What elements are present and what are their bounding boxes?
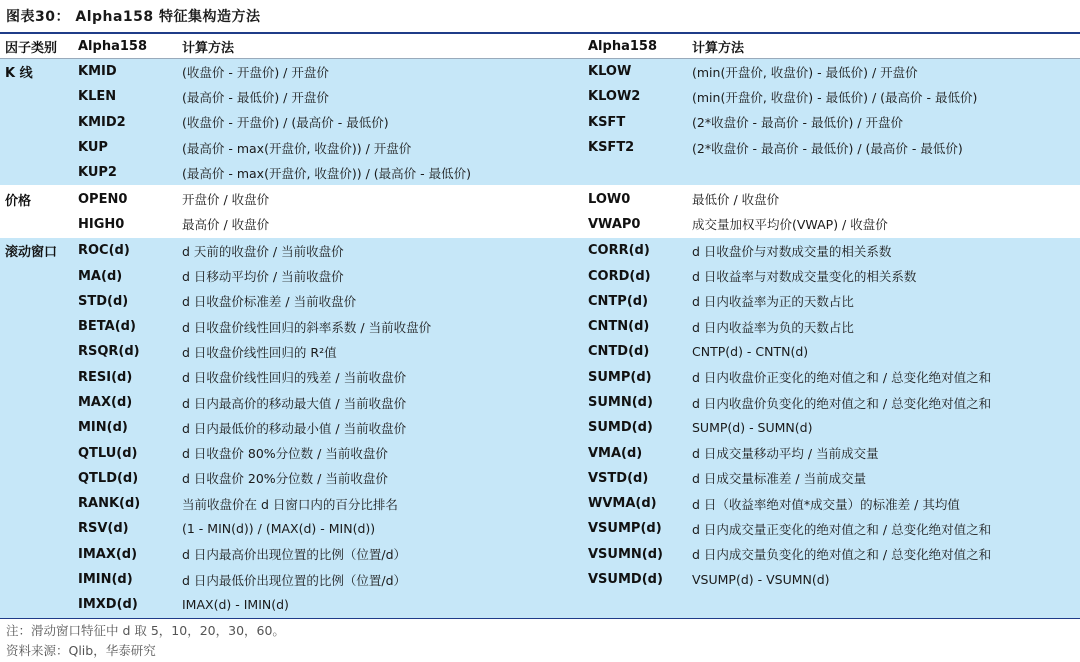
factor-name-right: VSTD(d) bbox=[588, 466, 692, 491]
factor-formula-right: VSUMP(d) - VSUMN(d) bbox=[692, 567, 1080, 592]
table-row bbox=[0, 238, 1080, 264]
factor-name-left: OPEN0 bbox=[78, 186, 182, 212]
category-cell bbox=[0, 135, 78, 160]
table-row bbox=[0, 440, 1080, 465]
category-cell bbox=[0, 592, 78, 617]
category-cell: 价格 bbox=[0, 186, 78, 212]
factor-name-left: IMXD(d) bbox=[78, 592, 182, 617]
category-cell bbox=[0, 516, 78, 541]
factor-formula-left: (1 - MIN(d)) / (MAX(d) - MIN(d)) bbox=[182, 516, 588, 541]
table-row bbox=[0, 339, 1080, 364]
table-row bbox=[0, 365, 1080, 390]
factor-name-left: KUP2 bbox=[78, 160, 182, 186]
factor-name-left: IMIN(d) bbox=[78, 567, 182, 592]
category-cell bbox=[0, 567, 78, 592]
category-cell bbox=[0, 160, 78, 186]
table-header-row bbox=[0, 34, 1080, 59]
factor-name-right: VWAP0 bbox=[588, 216, 641, 232]
factor-name-right: SUMD(d) bbox=[588, 415, 692, 440]
factor-name-left: RESI(d) bbox=[78, 365, 182, 390]
table-row bbox=[0, 84, 1080, 109]
table-row bbox=[0, 110, 1080, 135]
category-cell bbox=[0, 440, 78, 465]
table-row bbox=[0, 542, 1080, 567]
category-cell bbox=[0, 263, 78, 288]
factor-formula-left: d 日移动平均价 / 当前收盘价 bbox=[182, 263, 588, 288]
table-row bbox=[0, 160, 1080, 186]
factor-formula-left: d 日内最低价出现位置的比例（位置/d） bbox=[182, 567, 588, 592]
factor-name-right: VMA(d) bbox=[588, 440, 692, 465]
category-cell bbox=[0, 390, 78, 415]
category-cell bbox=[0, 542, 78, 567]
table-row bbox=[0, 135, 1080, 160]
factor-formula-left: 开盘价 / 收盘价 bbox=[182, 186, 588, 212]
factor-formula-right bbox=[692, 592, 1080, 617]
factor-formula-right bbox=[692, 160, 1080, 186]
factor-name-right: VSUMN(d) bbox=[588, 542, 692, 567]
factor-name-left: KLEN bbox=[78, 84, 182, 109]
factor-formula-right: (2*收盘价 - 最高价 - 最低价) / 开盘价 bbox=[692, 110, 1080, 135]
factor-formula-left: d 日收盘价标准差 / 当前收盘价 bbox=[182, 289, 588, 314]
table-row bbox=[0, 186, 1080, 212]
category-cell bbox=[0, 466, 78, 491]
factor-formula-right: d 日内收益率为正的天数占比 bbox=[692, 289, 1080, 314]
factor-formula-left: d 日收盘价线性回归的残差 / 当前收盘价 bbox=[182, 365, 588, 390]
factor-formula-left: d 日内最高价出现位置的比例（位置/d） bbox=[182, 542, 588, 567]
factor-name-right: KLOW2 bbox=[588, 84, 692, 109]
factor-name-right: SUMP(d) bbox=[588, 365, 692, 390]
factor-name-right: CORR(d) bbox=[588, 238, 692, 264]
category-cell bbox=[0, 415, 78, 440]
factor-formula-left: d 日收盘价线性回归的 R²值 bbox=[182, 339, 588, 364]
table-body bbox=[0, 59, 1080, 618]
factor-formula-right: (min(开盘价, 收盘价) - 最低价) / (最高价 - 最低价) bbox=[692, 84, 1080, 109]
table-row bbox=[0, 516, 1080, 541]
source-note: 资料来源：Qlib，华泰研究 bbox=[6, 643, 156, 658]
factor-name-right: CNTN(d) bbox=[588, 314, 692, 339]
factor-formula-right: d 日（收益率绝对值*成交量）的标准差 / 其均值 bbox=[692, 491, 1080, 516]
factor-name-right: LOW0 bbox=[588, 186, 692, 212]
factor-name-right: CNTP(d) bbox=[588, 289, 692, 314]
header-method-left: 计算方法 bbox=[182, 34, 588, 59]
factor-name-left: MIN(d) bbox=[78, 415, 182, 440]
factor-name-left: IMAX(d) bbox=[78, 542, 182, 567]
header-name-left: Alpha158 bbox=[78, 34, 182, 59]
factor-name-left: KMID2 bbox=[78, 110, 182, 135]
factor-formula-right: (2*收盘价 - 最高价 - 最低价) / (最高价 - 最低价) bbox=[692, 135, 1080, 160]
factor-name-right: VSUMD(d) bbox=[588, 567, 692, 592]
table-row bbox=[0, 567, 1080, 592]
alpha158-table bbox=[0, 34, 1080, 618]
factor-name-right: KSFT2 bbox=[588, 135, 692, 160]
factor-formula-left: 当前收盘价在 d 日窗口内的百分比排名 bbox=[182, 491, 588, 516]
header-category: 因子类别 bbox=[0, 34, 78, 59]
factor-formula-right: d 日成交量移动平均 / 当前成交量 bbox=[692, 440, 1080, 465]
factor-name-right: SUMN(d) bbox=[588, 390, 692, 415]
category-cell bbox=[0, 212, 78, 238]
factor-formula-left: (收盘价 - 开盘价) / 开盘价 bbox=[182, 59, 588, 85]
table-row bbox=[0, 491, 1080, 516]
factor-formula-left: 最高价 / 收盘价 bbox=[182, 217, 270, 233]
table-row bbox=[0, 212, 1080, 238]
factor-formula-right: 成交量加权平均价(VWAP) / 收盘价 bbox=[692, 217, 888, 233]
factor-name-right: VSUMP(d) bbox=[588, 516, 692, 541]
factor-name-right bbox=[588, 160, 692, 186]
table-row bbox=[0, 592, 1080, 617]
factor-name-left: ROC(d) bbox=[78, 238, 182, 264]
table-row bbox=[0, 59, 1080, 85]
table-row bbox=[0, 263, 1080, 288]
factor-formula-right: d 日内收盘价正变化的绝对值之和 / 总变化绝对值之和 bbox=[692, 365, 1080, 390]
category-cell bbox=[0, 289, 78, 314]
factor-formula-right: 最低价 / 收盘价 bbox=[692, 186, 1080, 212]
factor-name-left: MAX(d) bbox=[78, 390, 182, 415]
factor-formula-left: (最高价 - max(开盘价, 收盘价)) / (最高价 - 最低价) bbox=[182, 160, 588, 186]
factor-formula-left: d 日收盘价 20%分位数 / 当前收盘价 bbox=[182, 466, 588, 491]
factor-name-left: HIGH0 bbox=[78, 216, 125, 232]
factor-formula-left: d 日内最高价的移动最大值 / 当前收盘价 bbox=[182, 390, 588, 415]
factor-name-left: BETA(d) bbox=[78, 314, 182, 339]
factor-name-left: RSV(d) bbox=[78, 516, 182, 541]
category-cell bbox=[0, 314, 78, 339]
table-row bbox=[0, 314, 1080, 339]
factor-name-right: CORD(d) bbox=[588, 263, 692, 288]
factor-formula-left: (最高价 - 最低价) / 开盘价 bbox=[182, 84, 588, 109]
category-cell bbox=[0, 339, 78, 364]
factor-formula-right: d 日内成交量负变化的绝对值之和 / 总变化绝对值之和 bbox=[692, 542, 1080, 567]
factor-formula-left: d 天前的收盘价 / 当前收盘价 bbox=[182, 238, 588, 264]
header-method-right: 计算方法 bbox=[692, 34, 1080, 59]
table-bottom-divider bbox=[0, 618, 1080, 619]
category-cell bbox=[0, 365, 78, 390]
factor-name-left: QTLD(d) bbox=[78, 466, 182, 491]
table-row bbox=[0, 289, 1080, 314]
factor-name-left: QTLU(d) bbox=[78, 440, 182, 465]
factor-name-right: KSFT bbox=[588, 110, 692, 135]
factor-name-right: WVMA(d) bbox=[588, 491, 692, 516]
factor-name-left: STD(d) bbox=[78, 289, 182, 314]
table-row bbox=[0, 390, 1080, 415]
factor-formula-right: d 日内收盘价负变化的绝对值之和 / 总变化绝对值之和 bbox=[692, 390, 1080, 415]
factor-formula-left: d 日收盘价 80%分位数 / 当前收盘价 bbox=[182, 440, 588, 465]
factor-formula-left: d 日收盘价线性回归的斜率系数 / 当前收盘价 bbox=[182, 314, 588, 339]
category-cell bbox=[0, 84, 78, 109]
factor-name-left: MA(d) bbox=[78, 263, 182, 288]
factor-name-left: KUP bbox=[78, 135, 182, 160]
factor-name-right: CNTD(d) bbox=[588, 339, 692, 364]
category-cell bbox=[0, 491, 78, 516]
category-cell bbox=[0, 110, 78, 135]
factor-formula-left: IMAX(d) - IMIN(d) bbox=[182, 592, 588, 617]
figure-title: 图表30： Alpha158 特征集构造方法 bbox=[6, 9, 261, 25]
factor-formula-left: (最高价 - max(开盘价, 收盘价)) / 开盘价 bbox=[182, 135, 588, 160]
factor-name-left: RSQR(d) bbox=[78, 339, 182, 364]
factor-formula-right: d 日成交量标准差 / 当前成交量 bbox=[692, 466, 1080, 491]
factor-name-right bbox=[588, 592, 692, 617]
factor-name-left: RANK(d) bbox=[78, 491, 182, 516]
table-row bbox=[0, 466, 1080, 491]
header-name-right: Alpha158 bbox=[588, 34, 692, 59]
factor-name-left: KMID bbox=[78, 59, 182, 85]
factor-formula-left: d 日内最低价的移动最小值 / 当前收盘价 bbox=[182, 415, 588, 440]
factor-formula-left: (收盘价 - 开盘价) / (最高价 - 最低价) bbox=[182, 110, 588, 135]
factor-name-right: KLOW bbox=[588, 59, 692, 85]
category-cell: K 线 bbox=[0, 59, 78, 85]
factor-formula-right: d 日内收益率为负的天数占比 bbox=[692, 314, 1080, 339]
factor-formula-right: (min(开盘价, 收盘价) - 最低价) / 开盘价 bbox=[692, 59, 1080, 85]
factor-formula-right: CNTP(d) - CNTN(d) bbox=[692, 339, 1080, 364]
factor-formula-right: d 日收盘价与对数成交量的相关系数 bbox=[692, 238, 1080, 264]
table-row bbox=[0, 415, 1080, 440]
category-cell: 滚动窗口 bbox=[0, 238, 78, 264]
factor-formula-right: d 日内成交量正变化的绝对值之和 / 总变化绝对值之和 bbox=[692, 516, 1080, 541]
factor-formula-right: SUMP(d) - SUMN(d) bbox=[692, 415, 1080, 440]
factor-formula-right: d 日收益率与对数成交量变化的相关系数 bbox=[692, 263, 1080, 288]
footnote: 注：滑动窗口特征中 d 取 5，10，20，30，60。 bbox=[6, 623, 285, 638]
